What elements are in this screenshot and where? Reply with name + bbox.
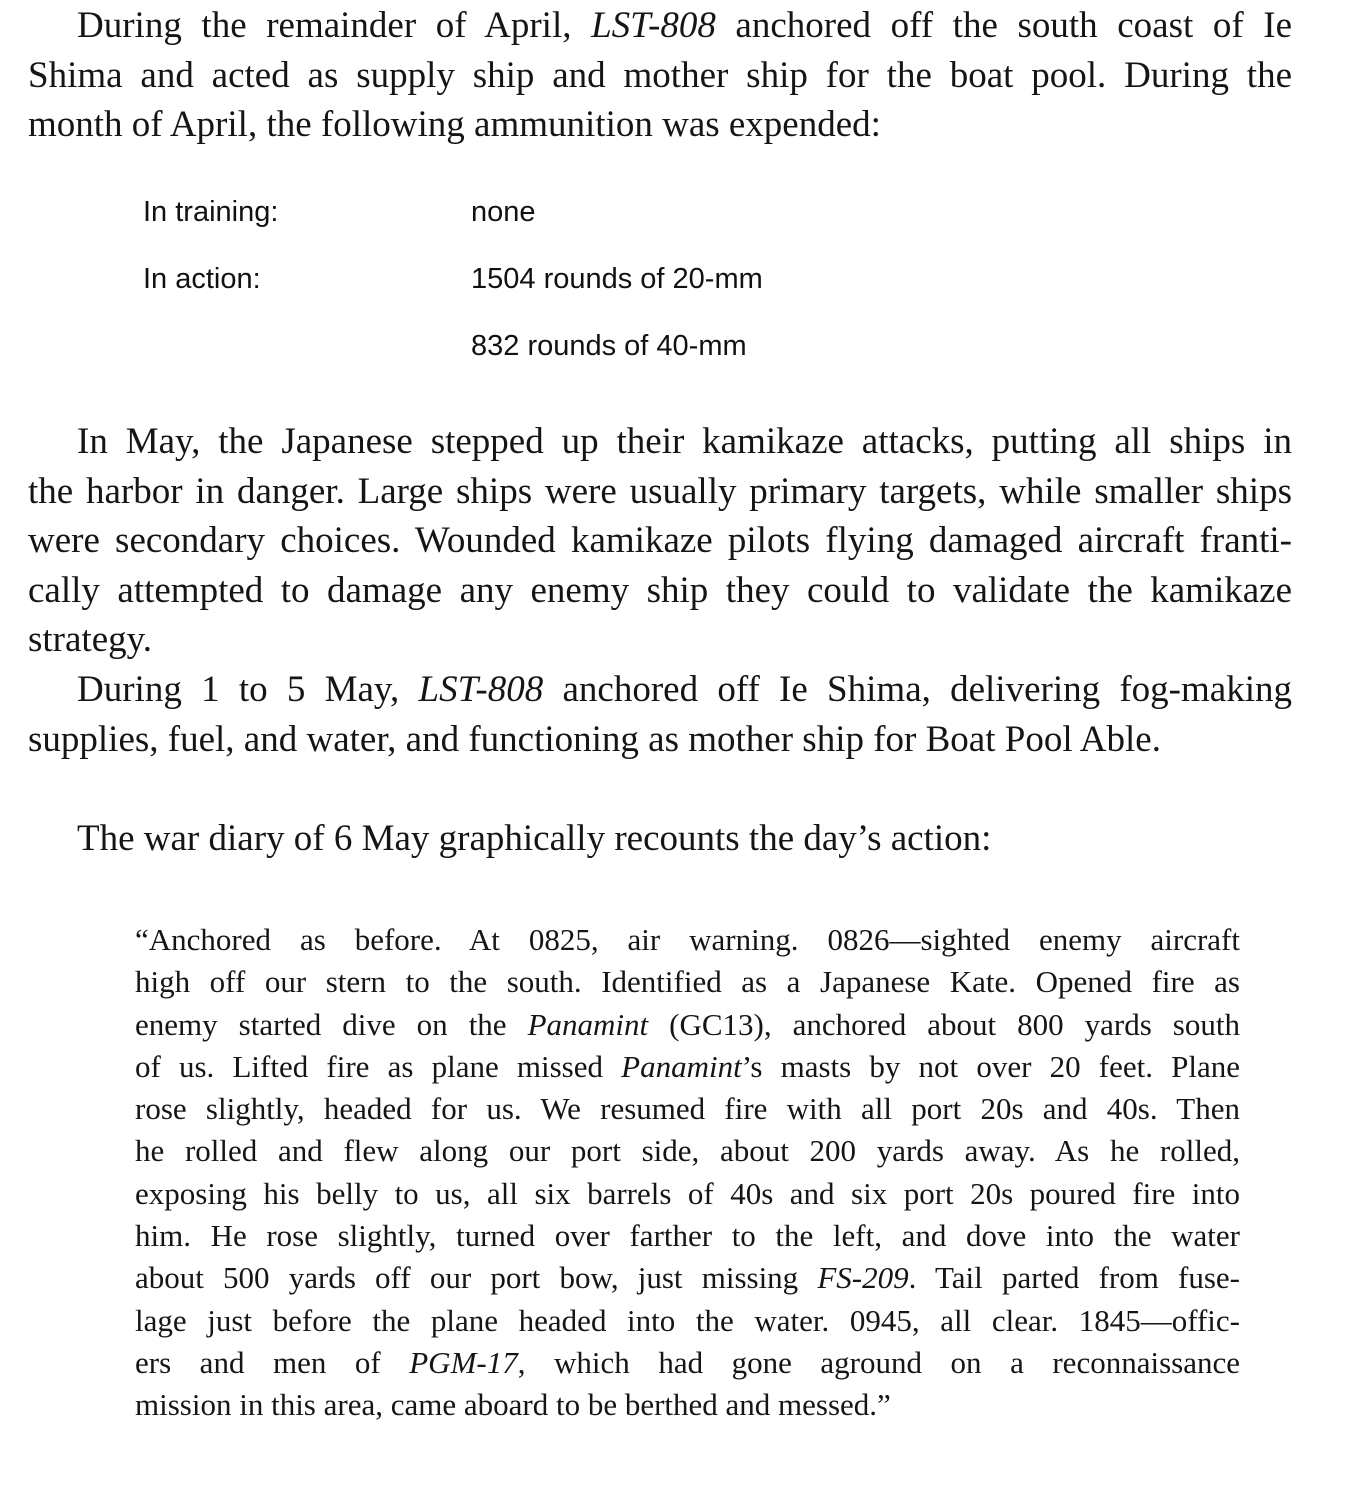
quote-line: exposing his belly to us, all six barrels of 40s and six port 20s poured fire into bbox=[135, 1175, 1240, 1211]
quote-line: he rolled and flew along our port side, about 200 yards away. As he rolled, bbox=[135, 1133, 1240, 1169]
text-line: The war diary of 6 May graphically recounts the day’s action: bbox=[77, 818, 992, 859]
quote-line: “Anchored as before. At 0825, air warning. 0826—sighted enemy aircraft bbox=[135, 922, 1240, 957]
paragraph-april-supply bbox=[28, 1, 1292, 150]
war-diary-quote bbox=[135, 919, 1240, 1427]
ship-name: Panamint bbox=[621, 1048, 742, 1084]
text-line: During 1 to 5 May, LST-808 anchored off Ie Shima, delivering fog-making bbox=[77, 669, 1292, 710]
quote-line: rose slightly, headed for us. We resumed fire with all port 20s and 40s. Then bbox=[135, 1091, 1240, 1127]
ammunition-row-action bbox=[143, 263, 943, 303]
paragraph-early-may bbox=[28, 665, 1292, 764]
quote-line: about 500 yards off our port bow, just missing FS-209. Tail parted from fuse- bbox=[135, 1260, 1240, 1296]
action-value-40mm: 832 rounds of 40-mm bbox=[471, 330, 747, 362]
training-value: none bbox=[471, 196, 536, 228]
action-label: In action: bbox=[143, 263, 261, 295]
ship-name: Panamint bbox=[527, 1006, 649, 1042]
quote-line: ers and men of PGM-17, which had gone aground on a reconnaissance bbox=[135, 1344, 1240, 1380]
text-line: month of April, the following ammunition was expended: bbox=[28, 104, 881, 146]
ship-name: LST-808 bbox=[591, 5, 716, 46]
text-line: cally attempted to damage any enemy ship they could to validate the kamikaze bbox=[28, 569, 1292, 611]
text-line: During the remainder of April, LST-808 anchored off the south coast of Ie bbox=[77, 5, 1292, 46]
ammunition-row-training bbox=[143, 196, 943, 236]
text-line: supplies, fuel, and water, and functioning as mother ship for Boat Pool Able. bbox=[28, 718, 1161, 760]
text-line: In May, the Japanese stepped up their kamikaze attacks, putting all ships in bbox=[77, 421, 1292, 462]
ammunition-row-action-continued bbox=[143, 330, 943, 370]
quote-line: high off our stern to the south. Identified as a Japanese Kate. Opened fire as bbox=[135, 964, 1240, 1000]
text-line: the harbor in danger. Large ships were usually primary targets, while smaller ships bbox=[28, 470, 1292, 512]
quote-line: him. He rose slightly, turned over farther to the left, and dove into the water bbox=[135, 1218, 1240, 1254]
paragraph-kamikaze-attacks bbox=[28, 417, 1292, 665]
paragraph-war-diary-intro bbox=[28, 814, 1292, 864]
quote-line: mission in this area, came aboard to be berthed and messed.” bbox=[135, 1387, 891, 1423]
ship-name: LST-808 bbox=[418, 669, 544, 710]
quote-line: enemy started dive on the Panamint (GC13), anchored about 800 yards south bbox=[135, 1006, 1240, 1042]
action-value-20mm: 1504 rounds of 20-mm bbox=[471, 263, 763, 295]
ship-name: FS-209 bbox=[817, 1260, 909, 1296]
text-line: were secondary choices. Wounded kamikaze pilots flying damaged aircraft franti- bbox=[28, 520, 1292, 562]
ship-name: PGM-17 bbox=[409, 1344, 518, 1380]
text-line: Shima and acted as supply ship and mother ship for the boat pool. During the bbox=[28, 54, 1292, 96]
quote-line: of us. Lifted fire as plane missed Panamint’s masts by not over 20 feet. Plane bbox=[135, 1048, 1240, 1084]
quote-line: lage just before the plane headed into the water. 0945, all clear. 1845—offic- bbox=[135, 1302, 1240, 1338]
text-line: strategy. bbox=[28, 619, 152, 661]
training-label: In training: bbox=[143, 196, 279, 228]
